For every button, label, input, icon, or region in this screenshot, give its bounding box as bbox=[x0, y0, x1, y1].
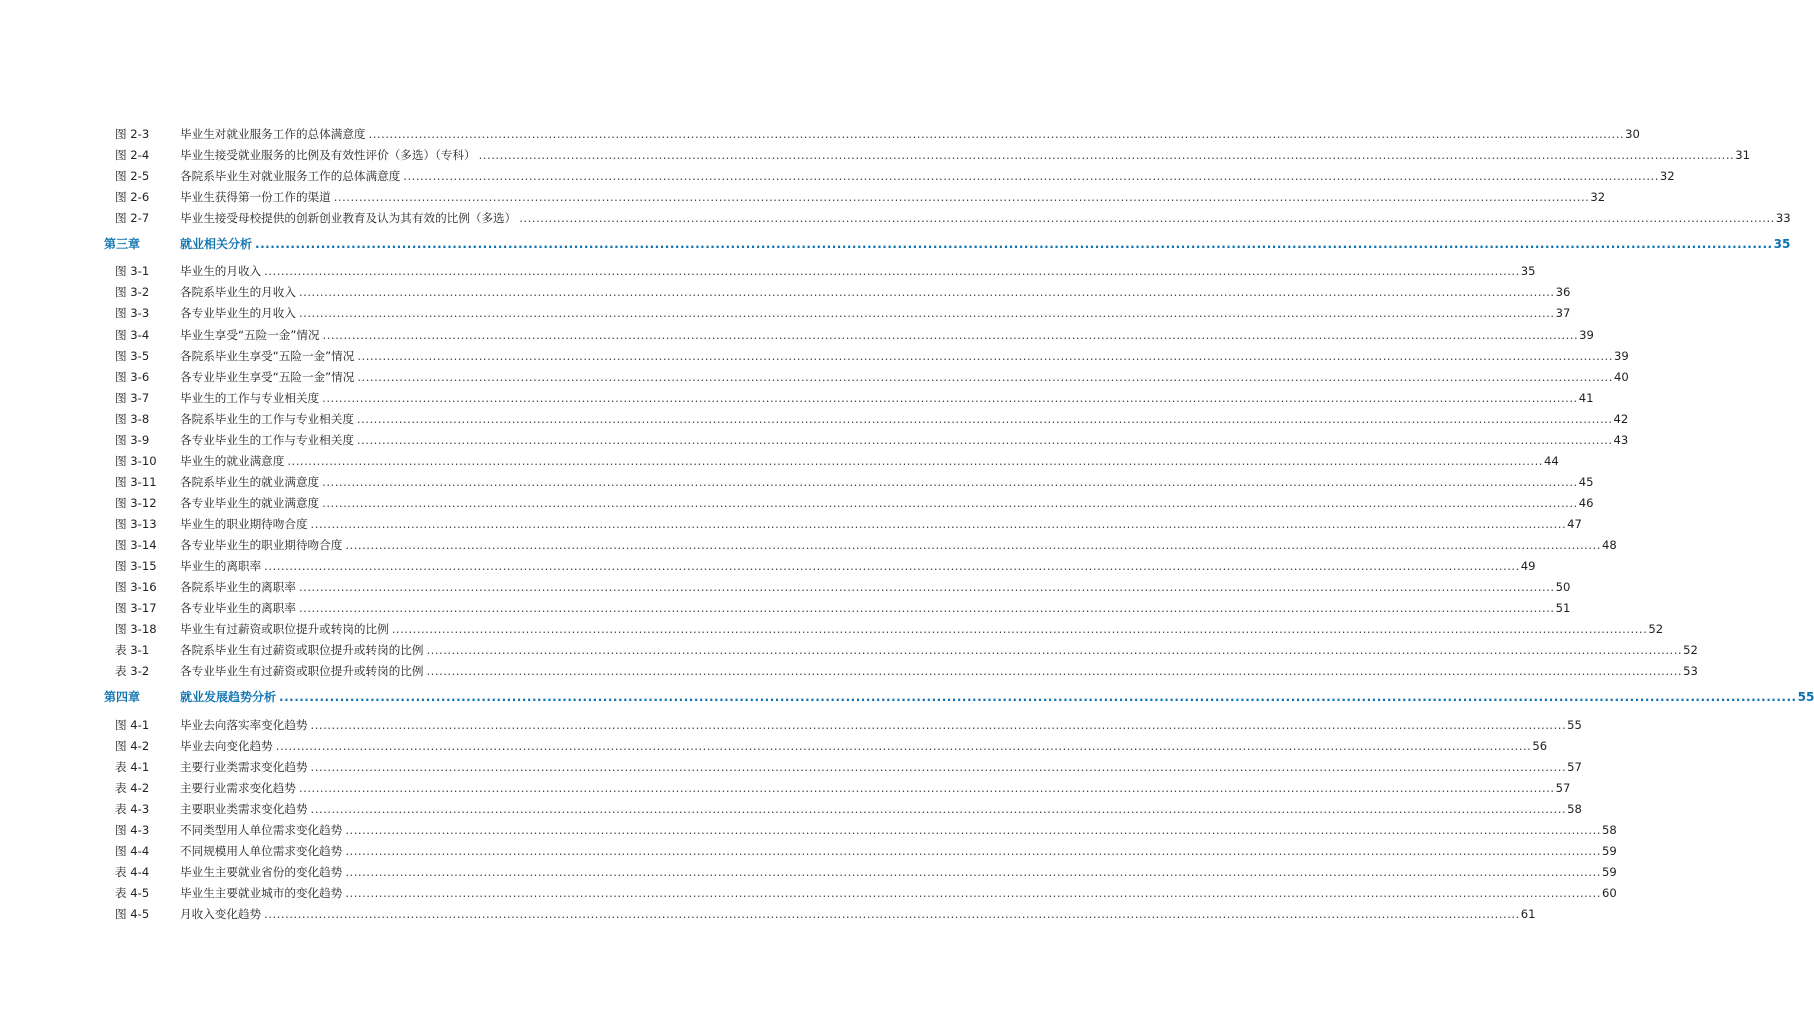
page-number: 39 bbox=[1579, 328, 1594, 342]
entry-title-line bbox=[180, 430, 1629, 450]
entry-title: 各院系毕业生享受“五险一金”情况 bbox=[180, 349, 355, 363]
chapter-title: 就业相关分析 bbox=[180, 237, 253, 251]
toc-entry-row[interactable] bbox=[0, 493, 1594, 513]
entry-title: 各专业毕业生享受“五险一金”情况 bbox=[180, 370, 355, 384]
entry-label: 图 4-5 bbox=[115, 907, 150, 921]
toc-entry-row[interactable] bbox=[0, 661, 1698, 681]
entry-title-line bbox=[180, 493, 1594, 513]
entry-title: 各院系毕业生的工作与专业相关度 bbox=[180, 412, 354, 426]
dot-leader: ............................................................................................................................................................................................................................................................................................................ bbox=[345, 844, 1601, 858]
entry-title: 主要行业类需求变化趋势 bbox=[180, 760, 308, 774]
dot-leader: ............................................................................................................................................................................................................................................................................................................ bbox=[298, 781, 1555, 795]
entry-title-line bbox=[180, 303, 1571, 323]
page-number: 37 bbox=[1555, 306, 1571, 320]
dot-leader: ............................................................................................................................................................................................................................................................................................................ bbox=[519, 211, 1775, 225]
page-number: 36 bbox=[1555, 285, 1571, 299]
entry-label: 图 3-13 bbox=[115, 517, 157, 531]
entry-label: 图 3-4 bbox=[115, 328, 150, 342]
page-number: 55 bbox=[1797, 690, 1814, 704]
dot-leader: ............................................................................................................................................................................................................................................................................................................ bbox=[391, 622, 1648, 636]
entry-title: 各专业毕业生的就业满意度 bbox=[180, 496, 320, 510]
dot-leader: ............................................................................................................................................................................................................................................................................................................ bbox=[478, 148, 1735, 162]
entry-title: 毕业生主要就业城市的变化趋势 bbox=[180, 886, 343, 900]
entry-title: 毕业生的月收入 bbox=[180, 264, 262, 278]
page-number: 55 bbox=[1567, 718, 1582, 732]
page-number: 59 bbox=[1601, 844, 1617, 858]
entry-title: 毕业生的工作与专业相关度 bbox=[180, 391, 320, 405]
page-number: 56 bbox=[1532, 739, 1548, 753]
toc-entry-row[interactable] bbox=[0, 640, 1698, 660]
entry-label: 图 3-7 bbox=[115, 391, 150, 405]
dot-leader: ............................................................................................................................................................................................................................................................................................................ bbox=[264, 559, 1520, 573]
entry-title-line bbox=[180, 234, 1791, 254]
page-number: 60 bbox=[1601, 886, 1617, 900]
entry-title-line bbox=[180, 556, 1536, 576]
entry-title-line bbox=[180, 577, 1571, 597]
page-number: 47 bbox=[1567, 517, 1582, 531]
entry-title: 毕业生主要就业省份的变化趋势 bbox=[180, 865, 343, 879]
entry-title-line bbox=[180, 883, 1617, 903]
entry-title-line bbox=[180, 640, 1698, 660]
page-number: 57 bbox=[1567, 760, 1582, 774]
page-number: 58 bbox=[1567, 802, 1582, 816]
entry-title: 毕业生的就业满意度 bbox=[180, 454, 285, 468]
entry-title-line bbox=[180, 166, 1675, 186]
entry-label: 图 4-2 bbox=[115, 739, 150, 753]
entry-title: 毕业去向落实率变化趋势 bbox=[180, 718, 308, 732]
dot-leader: ............................................................................................................................................................................................................................................................................................................ bbox=[345, 823, 1601, 837]
entry-title: 月收入变化趋势 bbox=[180, 907, 262, 921]
toc-entry-row[interactable] bbox=[0, 282, 1571, 302]
dot-leader: ............................................................................................................................................................................................................................................................................................................ bbox=[345, 886, 1601, 900]
entry-label: 表 4-4 bbox=[115, 865, 150, 879]
page-number: 57 bbox=[1555, 781, 1571, 795]
entry-title-line bbox=[180, 535, 1617, 555]
toc-entry-row[interactable] bbox=[0, 187, 1606, 207]
toc-entry-row[interactable] bbox=[0, 514, 1582, 534]
entry-title-line bbox=[180, 261, 1536, 281]
toc-entry-row[interactable] bbox=[0, 862, 1617, 882]
entry-label: 图 3-5 bbox=[115, 349, 150, 363]
entry-label: 图 3-16 bbox=[115, 580, 157, 594]
entry-title: 不同类型用人单位需求变化趋势 bbox=[180, 823, 343, 837]
entry-title-line bbox=[180, 736, 1548, 756]
entry-label: 表 3-2 bbox=[115, 664, 150, 678]
entry-title-line bbox=[180, 598, 1571, 618]
entry-title-line bbox=[180, 472, 1594, 492]
dot-leader: ............................................................................................................................................................................................................................................................................................................ bbox=[264, 907, 1520, 921]
entry-label: 图 3-2 bbox=[115, 285, 150, 299]
dot-leader: ............................................................................................................................................................................................................................................................................................................ bbox=[298, 306, 1555, 320]
entry-title-line bbox=[180, 282, 1571, 302]
chapter-number: 第四章 bbox=[104, 690, 141, 704]
entry-label: 图 3-12 bbox=[115, 496, 157, 510]
page-number: 42 bbox=[1613, 412, 1629, 426]
entry-label: 图 3-18 bbox=[115, 622, 157, 636]
toc-entry-row[interactable] bbox=[0, 388, 1594, 408]
page-number: 35 bbox=[1520, 264, 1536, 278]
entry-title-line bbox=[180, 841, 1617, 861]
entry-label: 图 4-1 bbox=[115, 718, 150, 732]
entry-title-line bbox=[180, 124, 1640, 144]
toc-entry-row[interactable] bbox=[0, 261, 1536, 281]
entry-title-line bbox=[180, 904, 1536, 924]
toc-chapter-row[interactable] bbox=[0, 234, 1791, 254]
page-number: 53 bbox=[1683, 664, 1698, 678]
entry-title-line bbox=[180, 661, 1698, 681]
dot-leader: ............................................................................................................................................................................................................................................................................................................ bbox=[333, 190, 1590, 204]
entry-title: 主要职业类需求变化趋势 bbox=[180, 802, 308, 816]
entry-label: 图 3-6 bbox=[115, 370, 150, 384]
entry-label: 图 3-8 bbox=[115, 412, 150, 426]
chapter-title: 就业发展趋势分析 bbox=[180, 690, 277, 704]
page-number: 51 bbox=[1555, 601, 1571, 615]
entry-title-line bbox=[180, 325, 1594, 345]
toc-entry-row[interactable] bbox=[0, 799, 1582, 819]
entry-title-line bbox=[180, 367, 1629, 387]
dot-leader: ............................................................................................................................................................................................................................................................................................................ bbox=[287, 454, 1543, 468]
dot-leader: ............................................................................................................................................................................................................................................................................................................ bbox=[310, 802, 1567, 816]
page-number: 33 bbox=[1775, 211, 1791, 225]
toc-entry-row[interactable] bbox=[0, 841, 1617, 861]
entry-label: 图 3-3 bbox=[115, 306, 150, 320]
page-number: 52 bbox=[1648, 622, 1664, 636]
dot-leader: ............................................................................................................................................................................................................................................................................................................ bbox=[322, 328, 1579, 342]
toc-entry-row[interactable] bbox=[0, 367, 1629, 387]
entry-label: 表 4-5 bbox=[115, 886, 150, 900]
entry-label: 图 3-10 bbox=[115, 454, 157, 468]
entry-label: 图 3-14 bbox=[115, 538, 157, 552]
entry-title: 主要行业需求变化趋势 bbox=[180, 781, 296, 795]
entry-label: 图 3-11 bbox=[115, 475, 157, 489]
page-number: 48 bbox=[1601, 538, 1617, 552]
toc-entry-row[interactable] bbox=[0, 736, 1548, 756]
dot-leader: ............................................................................................................................................................................................................................................................................................................ bbox=[298, 580, 1555, 594]
toc-chapter-row[interactable] bbox=[0, 687, 1814, 707]
entry-label: 图 2-3 bbox=[115, 127, 150, 141]
entry-title-line bbox=[180, 715, 1582, 735]
entry-label: 图 2-5 bbox=[115, 169, 150, 183]
entry-title: 毕业生的职业期待吻合度 bbox=[180, 517, 308, 531]
entry-label: 表 4-2 bbox=[115, 781, 150, 795]
page-number: 52 bbox=[1683, 643, 1698, 657]
entry-label: 图 3-15 bbox=[115, 559, 157, 573]
entry-title: 毕业生接受就业服务的比例及有效性评价（多选）（专科） bbox=[180, 148, 476, 162]
dot-leader: ............................................................................................................................................................................................................................................................................................................ bbox=[322, 391, 1578, 405]
entry-title: 毕业生的离职率 bbox=[180, 559, 262, 573]
dot-leader: ............................................................................................................................................................................................................................................................................................................ bbox=[279, 690, 1797, 704]
dot-leader: ............................................................................................................................................................................................................................................................................................................ bbox=[368, 127, 1625, 141]
page-number: 32 bbox=[1659, 169, 1675, 183]
entry-title: 各院系毕业生的离职率 bbox=[180, 580, 296, 594]
toc-entry-row[interactable] bbox=[0, 556, 1536, 576]
entry-title-line bbox=[180, 187, 1606, 207]
entry-label: 图 4-3 bbox=[115, 823, 150, 837]
entry-title-line bbox=[180, 145, 1751, 165]
entry-title: 毕业生享受“五险一金”情况 bbox=[180, 328, 320, 342]
page-number: 32 bbox=[1590, 190, 1606, 204]
entry-title-line bbox=[180, 451, 1559, 471]
entry-title-line bbox=[180, 757, 1582, 777]
toc-entry-row[interactable] bbox=[0, 820, 1617, 840]
entry-title-line bbox=[180, 208, 1791, 228]
toc-entry-row[interactable] bbox=[0, 883, 1617, 903]
dot-leader: ............................................................................................................................................................................................................................................................................................................ bbox=[356, 412, 1613, 426]
page-number: 35 bbox=[1773, 237, 1791, 251]
dot-leader: ............................................................................................................................................................................................................................................................................................................ bbox=[345, 538, 1601, 552]
toc-entry-row[interactable] bbox=[0, 904, 1536, 924]
entry-label: 图 3-17 bbox=[115, 601, 157, 615]
dot-leader: ............................................................................................................................................................................................................................................................................................................ bbox=[345, 865, 1601, 879]
dot-leader: ............................................................................................................................................................................................................................................................................................................ bbox=[357, 349, 1613, 363]
entry-title: 各院系毕业生的就业满意度 bbox=[180, 475, 320, 489]
entry-title: 各院系毕业生对就业服务工作的总体满意度 bbox=[180, 169, 401, 183]
page-number: 45 bbox=[1578, 475, 1594, 489]
dot-leader: ............................................................................................................................................................................................................................................................................................................ bbox=[255, 237, 1773, 251]
entry-title: 毕业生接受母校提供的创新创业教育及认为其有效的比例（多选） bbox=[180, 211, 517, 225]
toc-entry-row[interactable] bbox=[0, 124, 1640, 144]
entry-title-line bbox=[180, 346, 1629, 366]
toc-entry-row[interactable] bbox=[0, 472, 1594, 492]
toc-entry-row[interactable] bbox=[0, 145, 1751, 165]
toc-entry-row[interactable] bbox=[0, 166, 1675, 186]
page-number: 44 bbox=[1543, 454, 1559, 468]
page-number: 31 bbox=[1735, 148, 1751, 162]
dot-leader: ............................................................................................................................................................................................................................................................................................................ bbox=[403, 169, 1659, 183]
toc-entry-row[interactable] bbox=[0, 346, 1629, 366]
dot-leader: ............................................................................................................................................................................................................................................................................................................ bbox=[298, 601, 1555, 615]
entry-title-line bbox=[180, 619, 1664, 639]
toc-entry-row[interactable] bbox=[0, 619, 1664, 639]
page-number: 46 bbox=[1578, 496, 1594, 510]
page-number: 43 bbox=[1613, 433, 1629, 447]
entry-label: 表 3-1 bbox=[115, 643, 150, 657]
toc-entry-row[interactable] bbox=[0, 451, 1559, 471]
dot-leader: ............................................................................................................................................................................................................................................................................................................ bbox=[426, 643, 1683, 657]
entry-title-line bbox=[180, 514, 1582, 534]
entry-title: 各专业毕业生的职业期待吻合度 bbox=[180, 538, 343, 552]
toc-entry-row[interactable] bbox=[0, 430, 1629, 450]
toc-entry-row[interactable] bbox=[0, 715, 1582, 735]
entry-title-line bbox=[180, 778, 1571, 798]
entry-title-line bbox=[180, 409, 1629, 429]
entry-title: 毕业去向变化趋势 bbox=[180, 739, 273, 753]
toc-entry-row[interactable] bbox=[0, 325, 1594, 345]
entry-title: 毕业生获得第一份工作的渠道 bbox=[180, 190, 331, 204]
entry-label: 表 4-3 bbox=[115, 802, 150, 816]
entry-title: 毕业生对就业服务工作的总体满意度 bbox=[180, 127, 366, 141]
entry-label: 图 3-1 bbox=[115, 264, 150, 278]
page-number: 39 bbox=[1613, 349, 1629, 363]
dot-leader: ............................................................................................................................................................................................................................................................................................................ bbox=[356, 433, 1613, 447]
dot-leader: ............................................................................................................................................................................................................................................................................................................ bbox=[310, 760, 1567, 774]
entry-title: 各院系毕业生的月收入 bbox=[180, 285, 296, 299]
entry-title: 不同规模用人单位需求变化趋势 bbox=[180, 844, 343, 858]
toc-entry-row[interactable] bbox=[0, 598, 1571, 618]
entry-title-line bbox=[180, 820, 1617, 840]
entry-title-line bbox=[180, 388, 1594, 408]
dot-leader: ............................................................................................................................................................................................................................................................................................................ bbox=[310, 718, 1567, 732]
entry-title: 各专业毕业生的离职率 bbox=[180, 601, 296, 615]
toc-entry-row[interactable] bbox=[0, 577, 1571, 597]
entry-label: 图 2-7 bbox=[115, 211, 150, 225]
entry-label: 图 3-9 bbox=[115, 433, 150, 447]
toc-entry-row[interactable] bbox=[0, 778, 1571, 798]
entry-title: 各专业毕业生的月收入 bbox=[180, 306, 296, 320]
entry-title-line bbox=[180, 799, 1582, 819]
entry-label: 图 2-6 bbox=[115, 190, 150, 204]
page-number: 49 bbox=[1520, 559, 1536, 573]
entry-title: 毕业生有过薪资或职位提升或转岗的比例 bbox=[180, 622, 389, 636]
dot-leader: ............................................................................................................................................................................................................................................................................................................ bbox=[264, 264, 1520, 278]
toc-entry-row[interactable] bbox=[0, 757, 1582, 777]
dot-leader: ............................................................................................................................................................................................................................................................................................................ bbox=[322, 496, 1578, 510]
dot-leader: ............................................................................................................................................................................................................................................................................................................ bbox=[322, 475, 1578, 489]
toc-entry-row[interactable] bbox=[0, 303, 1571, 323]
dot-leader: ............................................................................................................................................................................................................................................................................................................ bbox=[426, 664, 1683, 678]
chapter-number: 第三章 bbox=[104, 237, 141, 251]
page-number: 50 bbox=[1555, 580, 1571, 594]
entry-title: 各专业毕业生的工作与专业相关度 bbox=[180, 433, 354, 447]
page-number: 40 bbox=[1613, 370, 1629, 384]
dot-leader: ............................................................................................................................................................................................................................................................................................................ bbox=[310, 517, 1567, 531]
toc-entry-row[interactable] bbox=[0, 409, 1629, 429]
dot-leader: ............................................................................................................................................................................................................................................................................................................ bbox=[298, 285, 1555, 299]
entry-title-line bbox=[180, 862, 1617, 882]
page-number: 61 bbox=[1520, 907, 1536, 921]
entry-label: 表 4-1 bbox=[115, 760, 150, 774]
entry-title-line bbox=[180, 687, 1814, 707]
dot-leader: ............................................................................................................................................................................................................................................................................................................ bbox=[357, 370, 1613, 384]
entry-label: 图 2-4 bbox=[115, 148, 150, 162]
page-number: 30 bbox=[1625, 127, 1640, 141]
toc-entry-row[interactable] bbox=[0, 208, 1791, 228]
entry-title: 各专业毕业生有过薪资或职位提升或转岗的比例 bbox=[180, 664, 424, 678]
page-number: 41 bbox=[1578, 391, 1594, 405]
toc-entry-row[interactable] bbox=[0, 535, 1617, 555]
entry-label: 图 4-4 bbox=[115, 844, 150, 858]
entry-title: 各院系毕业生有过薪资或职位提升或转岗的比例 bbox=[180, 643, 424, 657]
page-number: 59 bbox=[1601, 865, 1617, 879]
dot-leader: ............................................................................................................................................................................................................................................................................................................ bbox=[275, 739, 1532, 753]
page-number: 58 bbox=[1601, 823, 1617, 837]
